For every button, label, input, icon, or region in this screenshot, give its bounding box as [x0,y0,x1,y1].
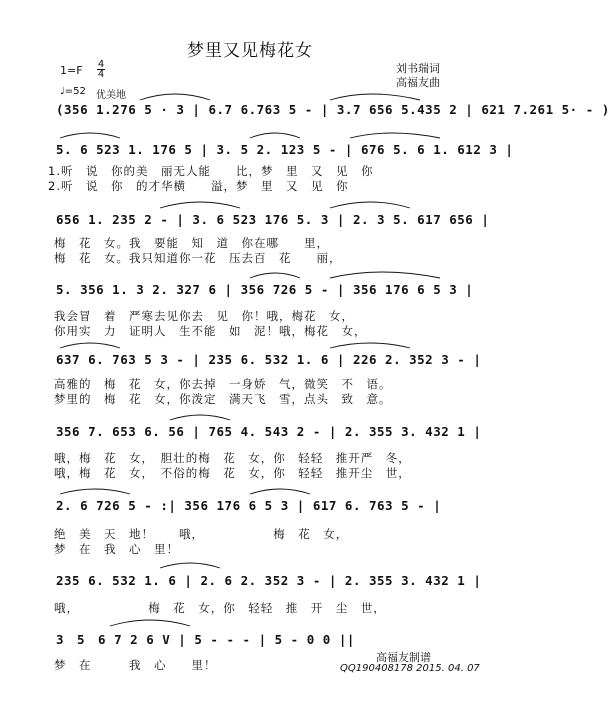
key-signature: 1=F [60,64,83,77]
system-8-notes: 235 6. 532 1. 6 | 2. 6 2. 352 3 - | 2. 355 3. 432 1 | [56,573,482,588]
time-denominator: 4 [97,69,105,80]
slur [250,489,310,494]
slur [330,94,420,100]
slur [330,272,440,278]
system-3-lyric-2: 梅 花 女。我只知道你一花 压去百 花 丽， [54,251,342,265]
system-2-notes: 5. 6 523 1. 176 5 | 3. 5 2. 123 5 - | 676 5. 6 1. 612 3 | [56,142,514,157]
system-4-notes: 5. 356 1. 3 2. 327 6 | 356 726 5 - | 356 176 6 5 3 | [56,282,474,297]
page-title: 梦里又见梅花女 [187,41,313,61]
transcription-date: QQ190408178 2015. 04. 07 [340,663,480,674]
system-5-lyric-2: 梦里的 梅 花 女，你泼定 满天飞 雪，点头 致 意。 [54,392,392,406]
slur [160,202,240,208]
slur [160,563,220,568]
system-8-lyric-1: 哦， 梅 花 女，你 轻轻 推 开 尘 世， [54,601,386,615]
lyricist-credit: 刘书瑞词 [396,62,440,75]
slur [350,133,440,138]
slur [60,489,130,494]
system-4-lyric-1: 我会冒 着 严寒去见你去 见 你！哦，梅花 女， [54,309,354,323]
system-6-lyric-1: 哦，梅 花 女， 胆壮的梅 花 女，你 轻轻 推开严 冬， [54,451,411,465]
composer-credit: 高福友曲 [396,76,440,89]
system-3-notes: 656 1. 235 2 - | 3. 6 523 176 5. 3 | 2. 3 5. 617 656 | [56,212,490,227]
system-6-notes: 356 7. 653 6. 56 | 765 4. 543 2 - | 2. 355 3. 432 1 | [56,424,482,439]
slur [330,343,410,348]
slur [330,202,410,208]
system-7-lyric-2: 梦 在 我 心 里！ [54,542,179,556]
system-9-lyric-1: 梦 在 我 心 里！ [54,658,217,672]
slur [170,415,230,420]
system-4-lyric-2: 你用实 力 证明人 生不能 如 泥！哦，梅花 女， [54,324,367,338]
slur [250,133,300,138]
system-5-notes: 637 6. 763 5 3 - | 235 6. 532 1. 6 | 226 2. 352 3 - | [56,352,482,367]
system-9-notes: 3 5 6 7 2 6 V | 5 - - - | 5 - 0 0 || [56,632,355,647]
expression-marking: 优美地 [96,90,126,101]
transcriber-credit: 高福友制谱 [376,651,431,664]
slur [60,133,120,138]
system-5-lyric-1: 高雅的 梅 花 女，你去掉 一身娇 气，微笑 不 语。 [54,377,392,391]
system-2-lyric-1: 1.听 说 你的美 丽无人能 比，梦 里 又 见 你 [48,164,374,178]
slur [140,94,210,100]
slur [60,343,120,348]
system-1-notes: (356 1.276 5 · 3 | 6.7 6.763 5 - | 3.7 656 5.435 2 | 621 7.261 5· - ) [56,102,610,117]
slur [250,273,300,278]
slur [110,620,190,626]
system-2-lyric-2: 2.听 说 你 的才华横 溢，梦 里 又 见 你 [48,179,349,193]
system-6-lyric-2: 哦，梅 花 女， 不俗的梅 花 女，你 轻轻 推开尘 世， [54,466,411,480]
time-numerator: 4 [97,59,105,70]
system-7-notes: 2. 6 726 5 - :| 356 176 6 5 3 | 617 6. 763 5 - | [56,498,442,513]
tempo-marking: ♩=52 [60,86,86,97]
system-3-lyric-1: 梅 花 女。我 要能 知 道 你在哪 里， [54,236,329,250]
system-7-lyric-1: 绝 美 天 地！ 哦， 梅 花 女， [54,527,349,541]
